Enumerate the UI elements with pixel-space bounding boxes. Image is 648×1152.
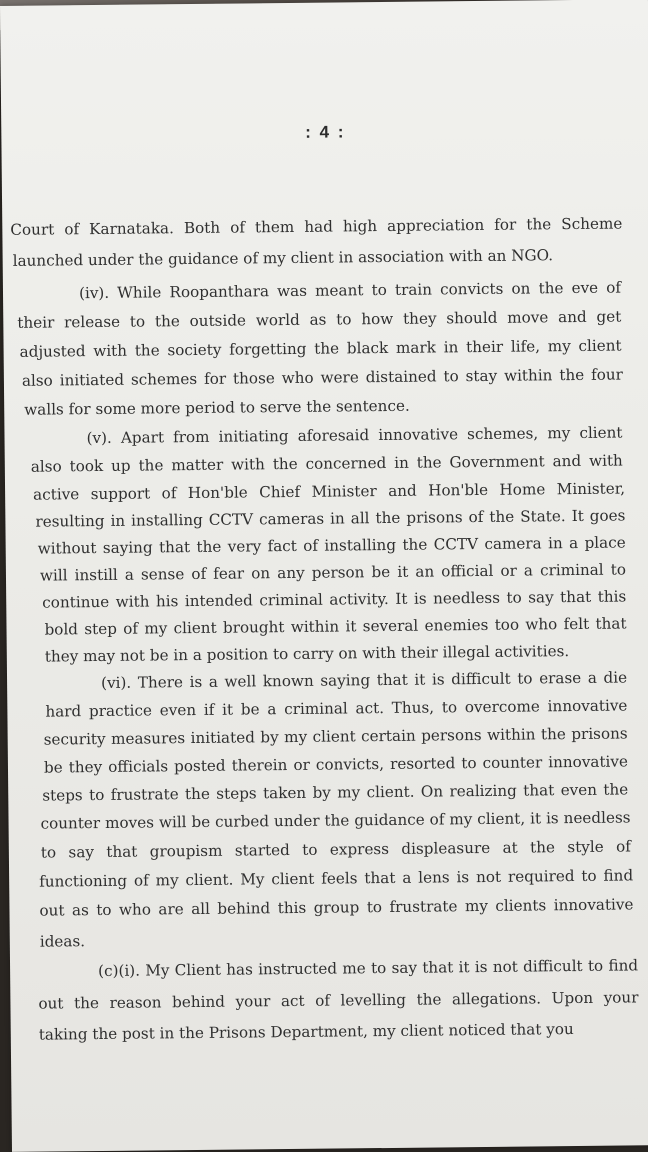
text-line: ideas. — [39, 932, 86, 951]
paragraph-v-start: (v). Apart from initiating aforesaid innovative schemes, my client — [86, 423, 623, 448]
text-line: their release to the outside world as to how they should move and get — [17, 307, 622, 332]
paragraph-vi-start: (vi). There is a well known saying that it is difficult to erase a die — [101, 668, 628, 692]
text-line: Court of Karnataka. Both of them had high appreciation for the Scheme — [10, 214, 623, 239]
page-number: : 4 : — [305, 122, 346, 142]
paragraph-iv-start: (iv). While Roopanthara was meant to train convicts on the eve of — [78, 278, 622, 303]
text-line: security measures initiated by my client certain persons within the prisons — [43, 724, 628, 749]
text-line: will instill a sense of fear on any person be it an official or a criminal to — [39, 560, 627, 585]
text-line: steps to frustrate the steps taken by my client. On realizing that even the — [42, 780, 629, 805]
text-line: taking the post in the Prisons Department, my client noticed that you — [38, 1020, 574, 1044]
text-line: without saying that the very fact of installing the CCTV camera in a place — [37, 533, 626, 558]
text-line: functioning of my client. My client feels that a lens is not required to find — [39, 866, 634, 891]
text-line: be they officials posted therein or convicts, resorted to counter innovative — [43, 752, 629, 777]
text-line: also took up the matter with the concerned in the Government and with — [30, 451, 623, 476]
text-line: they may not be in a position to carry on with their illegal activities. — [44, 642, 570, 666]
text-line: counter moves will be curbed under the guidance of my client, it is needless — [40, 808, 631, 833]
text-line: out the reason behind your act of levelling the allegations. Upon your — [38, 988, 639, 1013]
text-line: hard practice even if it be a criminal act. Thus, to overcome innovative — [45, 696, 628, 721]
text-line: also initiated schemes for those who were distained to stay within the four — [21, 365, 623, 390]
text-line: active support of Hon'ble Chief Minister and Hon'ble Home Minister, — [33, 479, 626, 504]
text-line: resulting in installing CCTV cameras in all the prisons of the State. It goes — [35, 506, 626, 531]
text-line: out as to who are all behind this group to frustrate my clients innovative — [39, 895, 634, 920]
text-line: launched under the guidance of my client in association with an NGO. — [12, 246, 554, 270]
text-line: adjusted with the society forgetting the black mark in their life, my client — [19, 336, 622, 361]
paragraph-c-i-start: (c)(i). My Client has instructed me to say that it is not difficult to find — [98, 956, 639, 981]
text-line: continue with his intended criminal activity. It is needless to say that this — [42, 587, 627, 612]
text-line: bold step of my client brought within it several enemies too who felt that — [44, 614, 627, 639]
text-line: walls for some more period to serve the sentence. — [24, 396, 410, 419]
text-line: to say that groupism started to express displeasure at the style of — [40, 837, 631, 862]
letter-body — [2, 204, 648, 1044]
